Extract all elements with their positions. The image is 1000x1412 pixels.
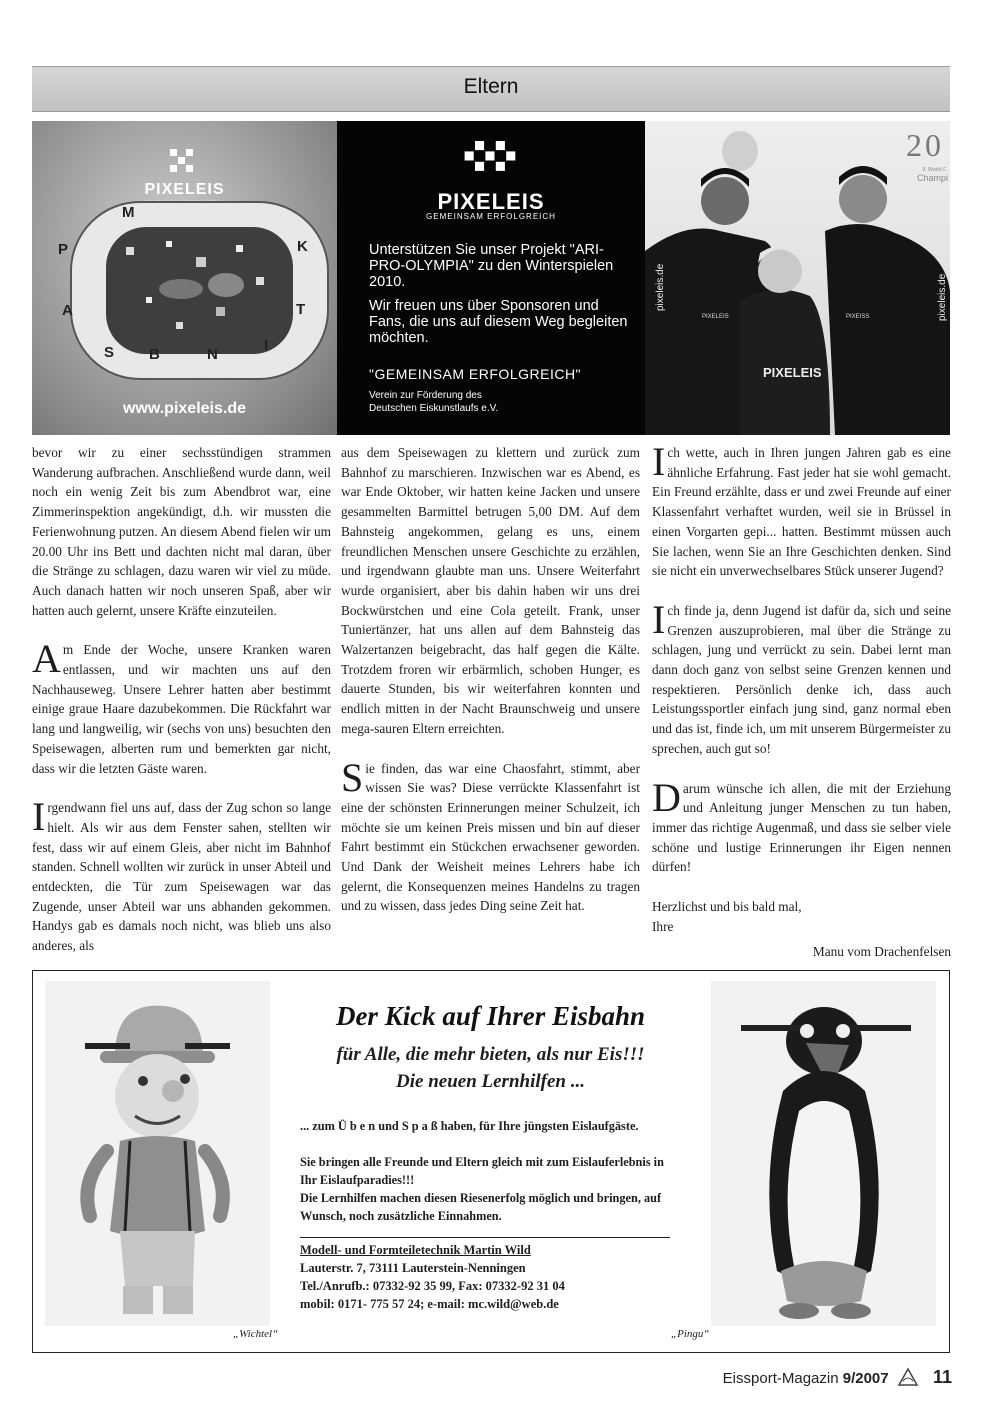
paragraph-text: ch finde ja, denn Jugend ist dafür da, sich und seine Grenzen auszuprobieren, mal über die Stränge zu schlagen, jung und verrückt zu sein. Dabei lernt man dann doch ganz von selbst seine Grenzen kennen und respektieren. Persönlich denke ich, dass auch Leistungssportler einfach jung sind, ganz normal eben und das ist, finde ich, um mit unserem Bürgermeister zu sprechen, auch gut so!: [652, 602, 951, 756]
chest-logo-left: PIXELEIS: [702, 314, 729, 320]
sponsor-banner: [32, 121, 950, 435]
caption-pingu: „Pingu“: [671, 1328, 710, 1340]
board-letter-s: S: [104, 344, 115, 361]
jacket-text-left: pixeleis.de: [655, 263, 666, 311]
article-column-1: [32, 443, 331, 976]
author-signature: Manu vom Drachenfelsen: [812, 944, 951, 959]
board-logo-text: PIXELEIS: [144, 181, 225, 198]
ad-phone: Tel./Anrufb.: 07332-92 35 99, Fax: 07332-92 31 04: [300, 1279, 565, 1293]
ad-body-2: Sie bringen alle Freunde und Eltern gleich mit zum Eislauferlebnis in Ihr Eislaufparadies!!!: [300, 1155, 664, 1187]
pingu-illustration: [711, 981, 936, 1326]
col1-paragraph-3: [32, 794, 331, 956]
closing-line-2: Ihre: [652, 918, 674, 934]
paragraph-text: ch wette, auch in Ihren jungen Jahren gab es eine ähnliche Erfahrung. Fast jeder hat sie wohl gemacht. Ein Freund erzählte, dass er und zwei Freunde auf einer Klassenfahrt verhaftet wurden, weil sie in Brüssel in einen Vorgarten gepi... hatten. Bestimmt müssen auch Sie lachen, wenn Sie an Ihre Geschichten denken. Sind sie nicht ein unverwechselbares Stück unserer Jugend?: [652, 445, 951, 579]
dropcap: I: [32, 794, 46, 840]
skaters-illustration: [645, 121, 950, 435]
board-letter-p: P: [58, 241, 69, 258]
board-letter-i: I: [264, 337, 269, 354]
issue-number: 9/2007: [842, 1370, 889, 1387]
ad-body-1: ... zum Ü b e n und S p a ß haben, für Ihre jüngsten Eislaufgäste.: [300, 1119, 639, 1133]
closing-line-1: Herzlichst und bis bald mal,: [652, 899, 802, 915]
photo-subtitle-1: 9. World C: [922, 167, 946, 173]
magazine-logo-icon: [897, 1367, 919, 1391]
dropcap: I: [652, 596, 666, 642]
photo-subtitle-2: Champi: [916, 173, 948, 183]
paragraph-text: ie finden, das war eine Chaosfahrt, stimmt, aber wissen Sie was? Diese verrückte Klassenfahrt ist eine der schönsten Erinnerungen meiner Schulzeit, ich möchte sie um keinen Preis missen und bin auf dieser Fahrt bestimmt ein Stückchen erwachsener geworden. Und Dank der Weisheit meines Lehrers habe ich gelernt, die Konsequenzen meines Handelns zu tragen und zu wissen, dass jedes Ding seine Zeit hat.: [341, 760, 640, 914]
promo-footer-line-1: Verein zur Förderung des: [369, 390, 482, 401]
col3-paragraph-1: [652, 439, 951, 581]
promo-logo-text: PIXELEIS: [437, 189, 545, 214]
board-game-image: [32, 121, 337, 435]
ad-divider: [300, 1237, 670, 1238]
ad-subheadline-2: Die neuen Lernhilfen ...: [396, 1071, 585, 1092]
col1-paragraph-1: bevor wir zu einer sechsstündigen strammen Wanderung aufbrachen. Anschließend wurde dann, weil noch ein wenig Zeit bis zum Abendbrot war, eine Zimmerinspektion angekündigt, d.h. wir mussten die Ferienwohnung putzen. An diesem Abend fielen wir um 20.00 Uhr ins Bett und dachten nicht mal daran, über die Stränge zu schlagen, dazu waren wir viel zu müde. Auch danach hatten wir noch unseren Spaß, aber wir hatten auch gelernt, unsere Kräfte einzuteilen.: [32, 445, 331, 618]
jacket-text-center: PIXELEIS: [763, 365, 822, 380]
paragraph-text: m Ende der Woche, unsere Kranken waren entlassen, und wir machten uns auf den Nachhauseweg. Unsere Lehrer hatten aber bestimmt einige graue Haare dazubekommen. Die Rückfahrt war lang und langweilig, wir (sechs von uns) besuchten den Speisewagen, alberten rum und bemerkten gar nicht, dass wir die letzten Gäste waren.: [32, 642, 331, 776]
wichtel-illustration: [45, 981, 270, 1326]
col1-paragraph-2: [32, 636, 331, 778]
board-letter-t: T: [296, 301, 306, 318]
section-header: [32, 66, 950, 112]
page-footer: [723, 1367, 952, 1391]
caption-wichtel: „Wichtel“: [233, 1328, 279, 1340]
board-pixel-pattern: [106, 227, 293, 354]
board-url: www.pixeleis.de: [122, 400, 246, 417]
promo-footer-line-2: Deutschen Eiskunstlaufs e.V.: [369, 403, 499, 414]
board-letter-a: A: [62, 302, 73, 319]
board-letter-n: N: [207, 346, 218, 363]
ad-headline: Der Kick auf Ihrer Eisbahn: [335, 1001, 646, 1031]
section-title: Eltern: [463, 75, 519, 98]
article-column-3: [652, 439, 951, 936]
col2-paragraph-2: [341, 754, 640, 917]
dropcap: A: [32, 636, 61, 682]
board-letter-k: K: [297, 238, 308, 255]
magazine-name: Eissport-Magazin: [722, 1370, 839, 1387]
paragraph-text: arum wünsche ich allen, die mit der Erziehung und Anleitung junger Menschen zu tun haben, immer das richtige Augenmaß, und dass sie selber viele schöne und lustige Erinnerungen ihr Eigen nennen dürfen!: [652, 780, 951, 875]
promo-panel: [337, 121, 645, 435]
board-center-image: [106, 227, 293, 354]
ad-address: Lauterstr. 7, 73111 Lauterstein-Nenningen: [300, 1261, 526, 1275]
ad-company: Modell- und Formteiletechnik Martin Wild: [300, 1243, 531, 1257]
dropcap: I: [652, 439, 666, 484]
ad-subheadline-1: für Alle, die mehr bieten, als nur Eis!!!: [336, 1044, 645, 1065]
dropcap: D: [652, 774, 681, 820]
col3-paragraph-2: [652, 596, 951, 759]
board-letter-b: B: [149, 346, 160, 363]
jacket-text-right: pixeleis.de: [937, 273, 948, 321]
skaters-photo: [645, 121, 950, 435]
promo-paragraph-2: Wir freuen uns über Sponsoren und Fans, die uns auf diesem Weg begleiten möchten.: [369, 298, 628, 346]
chest-logo-right: PIXEISS: [846, 314, 870, 320]
col2-paragraph-1: aus dem Speisewagen zu klettern und zurück zum Bahnhof zu marschieren. Inzwischen war es Abend, es war Ende Oktober, wir hatten keine Jacken und unsere gesammelten Barmittel betrugen 5,00 DM. Auf dem Bahnsteig angekommen, gelang es uns, einem freundlichen Menschen unsere Geschichte zu erzählen, und irgendwann glaubte man uns. Unsere Weiterfahrt wurde organisiert, aber bis dahin haben wir uns drei Bockwürstchen und eine Cola geteilt. Frank, unser Tuniertänzer, hat uns allen auf dem Bahnsteig das Walzertanzen beigebracht, das half gegen die Kälte. Trotzdem froren wir erbärmlich, schoben Hunger, es dauerte Stunden, bis wir weiterfahren konnten und endlich mitten in der Nacht Braunschweig und unsere mega-sauren Eltern erreichten.: [341, 445, 640, 736]
promo-slogan: "GEMEINSAM ERFOLGREICH": [369, 366, 582, 382]
promo-paragraph-1: Unterstützen Sie unser Projekt "ARI-PRO-OLYMPIA" zu den Winterspielen 2010.: [369, 242, 614, 290]
promo-footer: [369, 389, 498, 415]
board-letter-m: M: [122, 204, 135, 221]
photo-year-text: 20: [906, 127, 944, 163]
promo-logo-subtitle: GEMEINSAM ERFOLGREICH: [426, 212, 556, 221]
ad-mobile-email: mobil: 0171- 775 57 24; e-mail: mc.wild@web.de: [300, 1297, 559, 1311]
col3-paragraph-3: [652, 774, 951, 878]
wichtel-figure-image: [45, 981, 270, 1326]
pingu-figure-image: [711, 981, 936, 1326]
advertisement: [32, 970, 950, 1353]
page-number: 11: [932, 1367, 952, 1387]
dropcap: S: [341, 754, 364, 800]
paragraph-text: rgendwann fiel uns auf, dass der Zug schon so lange hielt. Als wir aus dem Fenster sahen, stellten wir fest, dass wir auf einem Gleis, aber nicht im Bahnhof standen. Schnell wollten wir zurück in unser Abteil und entdeckten, die Tür zum Speisewagen war das Zugende, unser Abteil war uns abhanden gekommen. Handys gab es damals noch nicht, was blieb uns also anderes, als: [32, 800, 331, 954]
ad-body-3: Die Lernhilfen machen diesen Riesenerfolg möglich und bringen, auf Wunsch, noch zusätzliche Einnahmen.: [300, 1191, 662, 1223]
article-column-2: [341, 443, 640, 936]
